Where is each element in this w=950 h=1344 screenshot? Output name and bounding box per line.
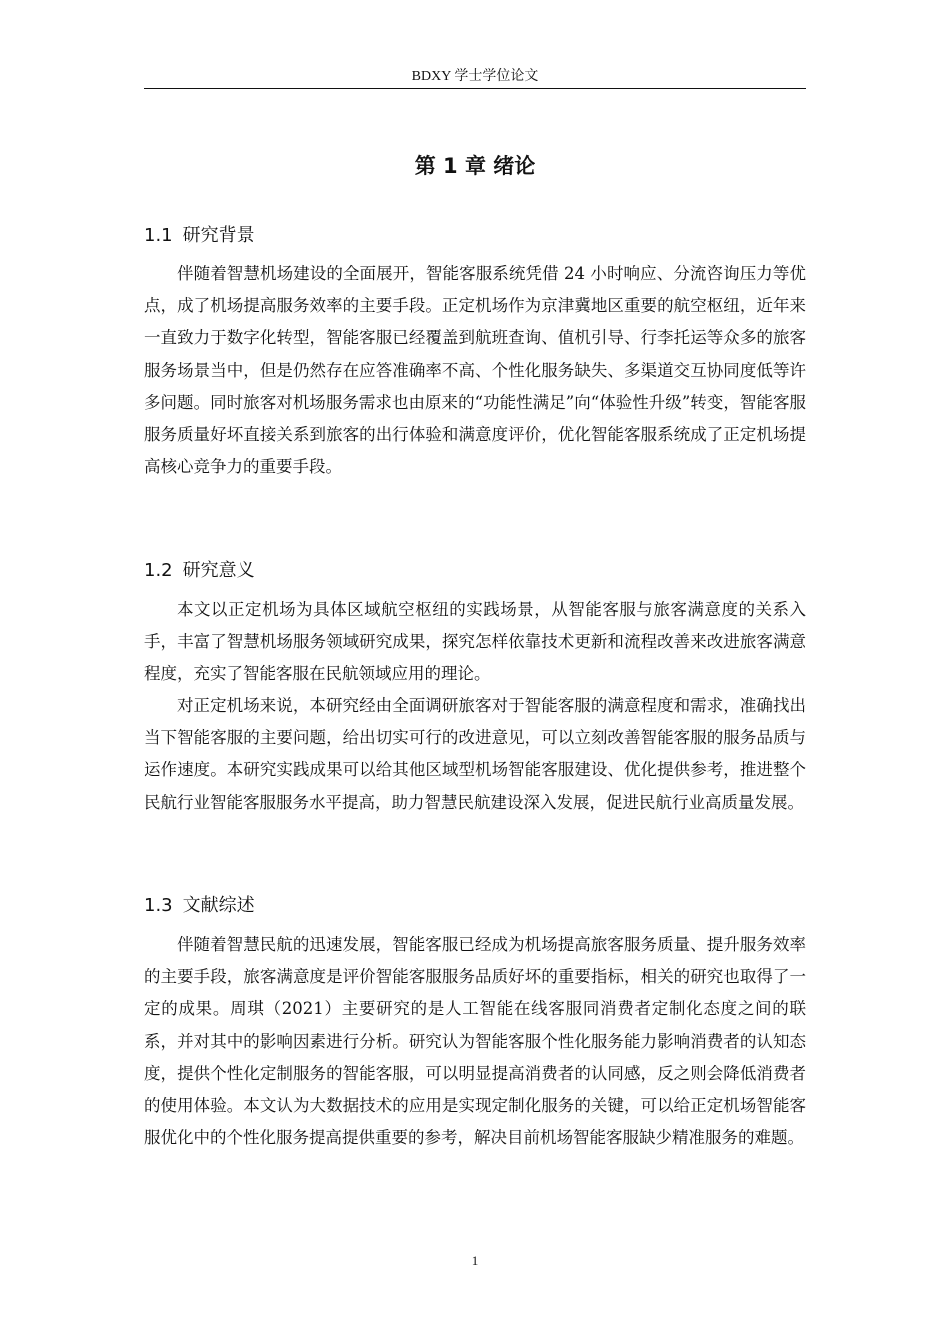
- section-title: 研究意义: [182, 560, 255, 581]
- section-title: 文献综述: [182, 895, 255, 916]
- section-number: 1.2: [144, 560, 173, 581]
- section-heading-1-3: [144, 893, 255, 919]
- paragraph-significance-2: 对正定机场来说，本研究经由全面调研旅客对于智能客服的满意程度和需求，准确找出当下智能客服的主要问题，给出切实可行的改进意见，可以立刻改善智能客服的服务品质与运作速度。本研究实践成果可以给其他区域型机场智能客服建设、优化提供参考，推进整个民航行业智能客服服务水平提高，助力智慧民航建设深入发展，促进民航行业高质量发展。: [144, 696, 806, 812]
- chapter-title: 第 1 章 绪论: [414, 154, 536, 178]
- header-rule: [144, 88, 806, 89]
- page-number: 1: [471, 1253, 479, 1268]
- section-title: 研究背景: [182, 225, 255, 246]
- section-heading-1-2: [144, 558, 255, 584]
- paragraph-literature-review: 伴随着智慧民航的迅速发展，智能客服已经成为机场提高旅客服务质量、提升服务效率的主要手段，旅客满意度是评价智能客服服务品质好坏的重要指标，相关的研究也取得了一定的成果。周琪（2021）主要研究的是人工智能在线客服同消费者定制化态度之间的联系，并对其中的影响因素进行分析。研究认为智能客服个性化服务能力影响消费者的认知态度，提供个性化定制服务的智能客服，可以明显提高消费者的认同感，反之则会降低消费者的使用体验。本文认为大数据技术的应用是实现定制化服务的关键，可以给正定机场智能客服优化中的个性化服务提高提供重要的参考，解决目前机场智能客服缺少精准服务的难题。: [144, 935, 806, 1148]
- section-number: 1.3: [144, 895, 173, 916]
- paragraph-significance-1: 本文以正定机场为具体区域航空枢纽的实践场景，从智能客服与旅客满意度的关系入手，丰富了智慧机场服务领域研究成果，探究怎样依靠技术更新和流程改善来改进旅客满意程度，充实了智能客服在民航领域应用的理论。: [144, 600, 806, 684]
- paragraph-background: 伴随着智慧机场建设的全面展开，智能客服系统凭借 24 小时响应、分流咨询压力等优点，成了机场提高服务效率的主要手段。正定机场作为京津冀地区重要的航空枢纽，近年来一直致力于数字化转型，智能客服已经覆盖到航班查询、值机引导、行李托运等众多的旅客服务场景当中，但是仍然存在应答准确率不高、个性化服务缺失、多渠道交互协同度低等许多问题。同时旅客对机场服务需求也由原来的“功能性满足”向“体验性升级”转变，智能客服服务质量好坏直接关系到旅客的出行体验和满意度评价，优化智能客服系统成了正定机场提高核心竞争力的重要手段。: [144, 264, 806, 477]
- section-heading-1-1: [144, 223, 255, 249]
- running-header: BDXY 学士学位论文: [411, 69, 539, 84]
- section-number: 1.1: [144, 225, 173, 246]
